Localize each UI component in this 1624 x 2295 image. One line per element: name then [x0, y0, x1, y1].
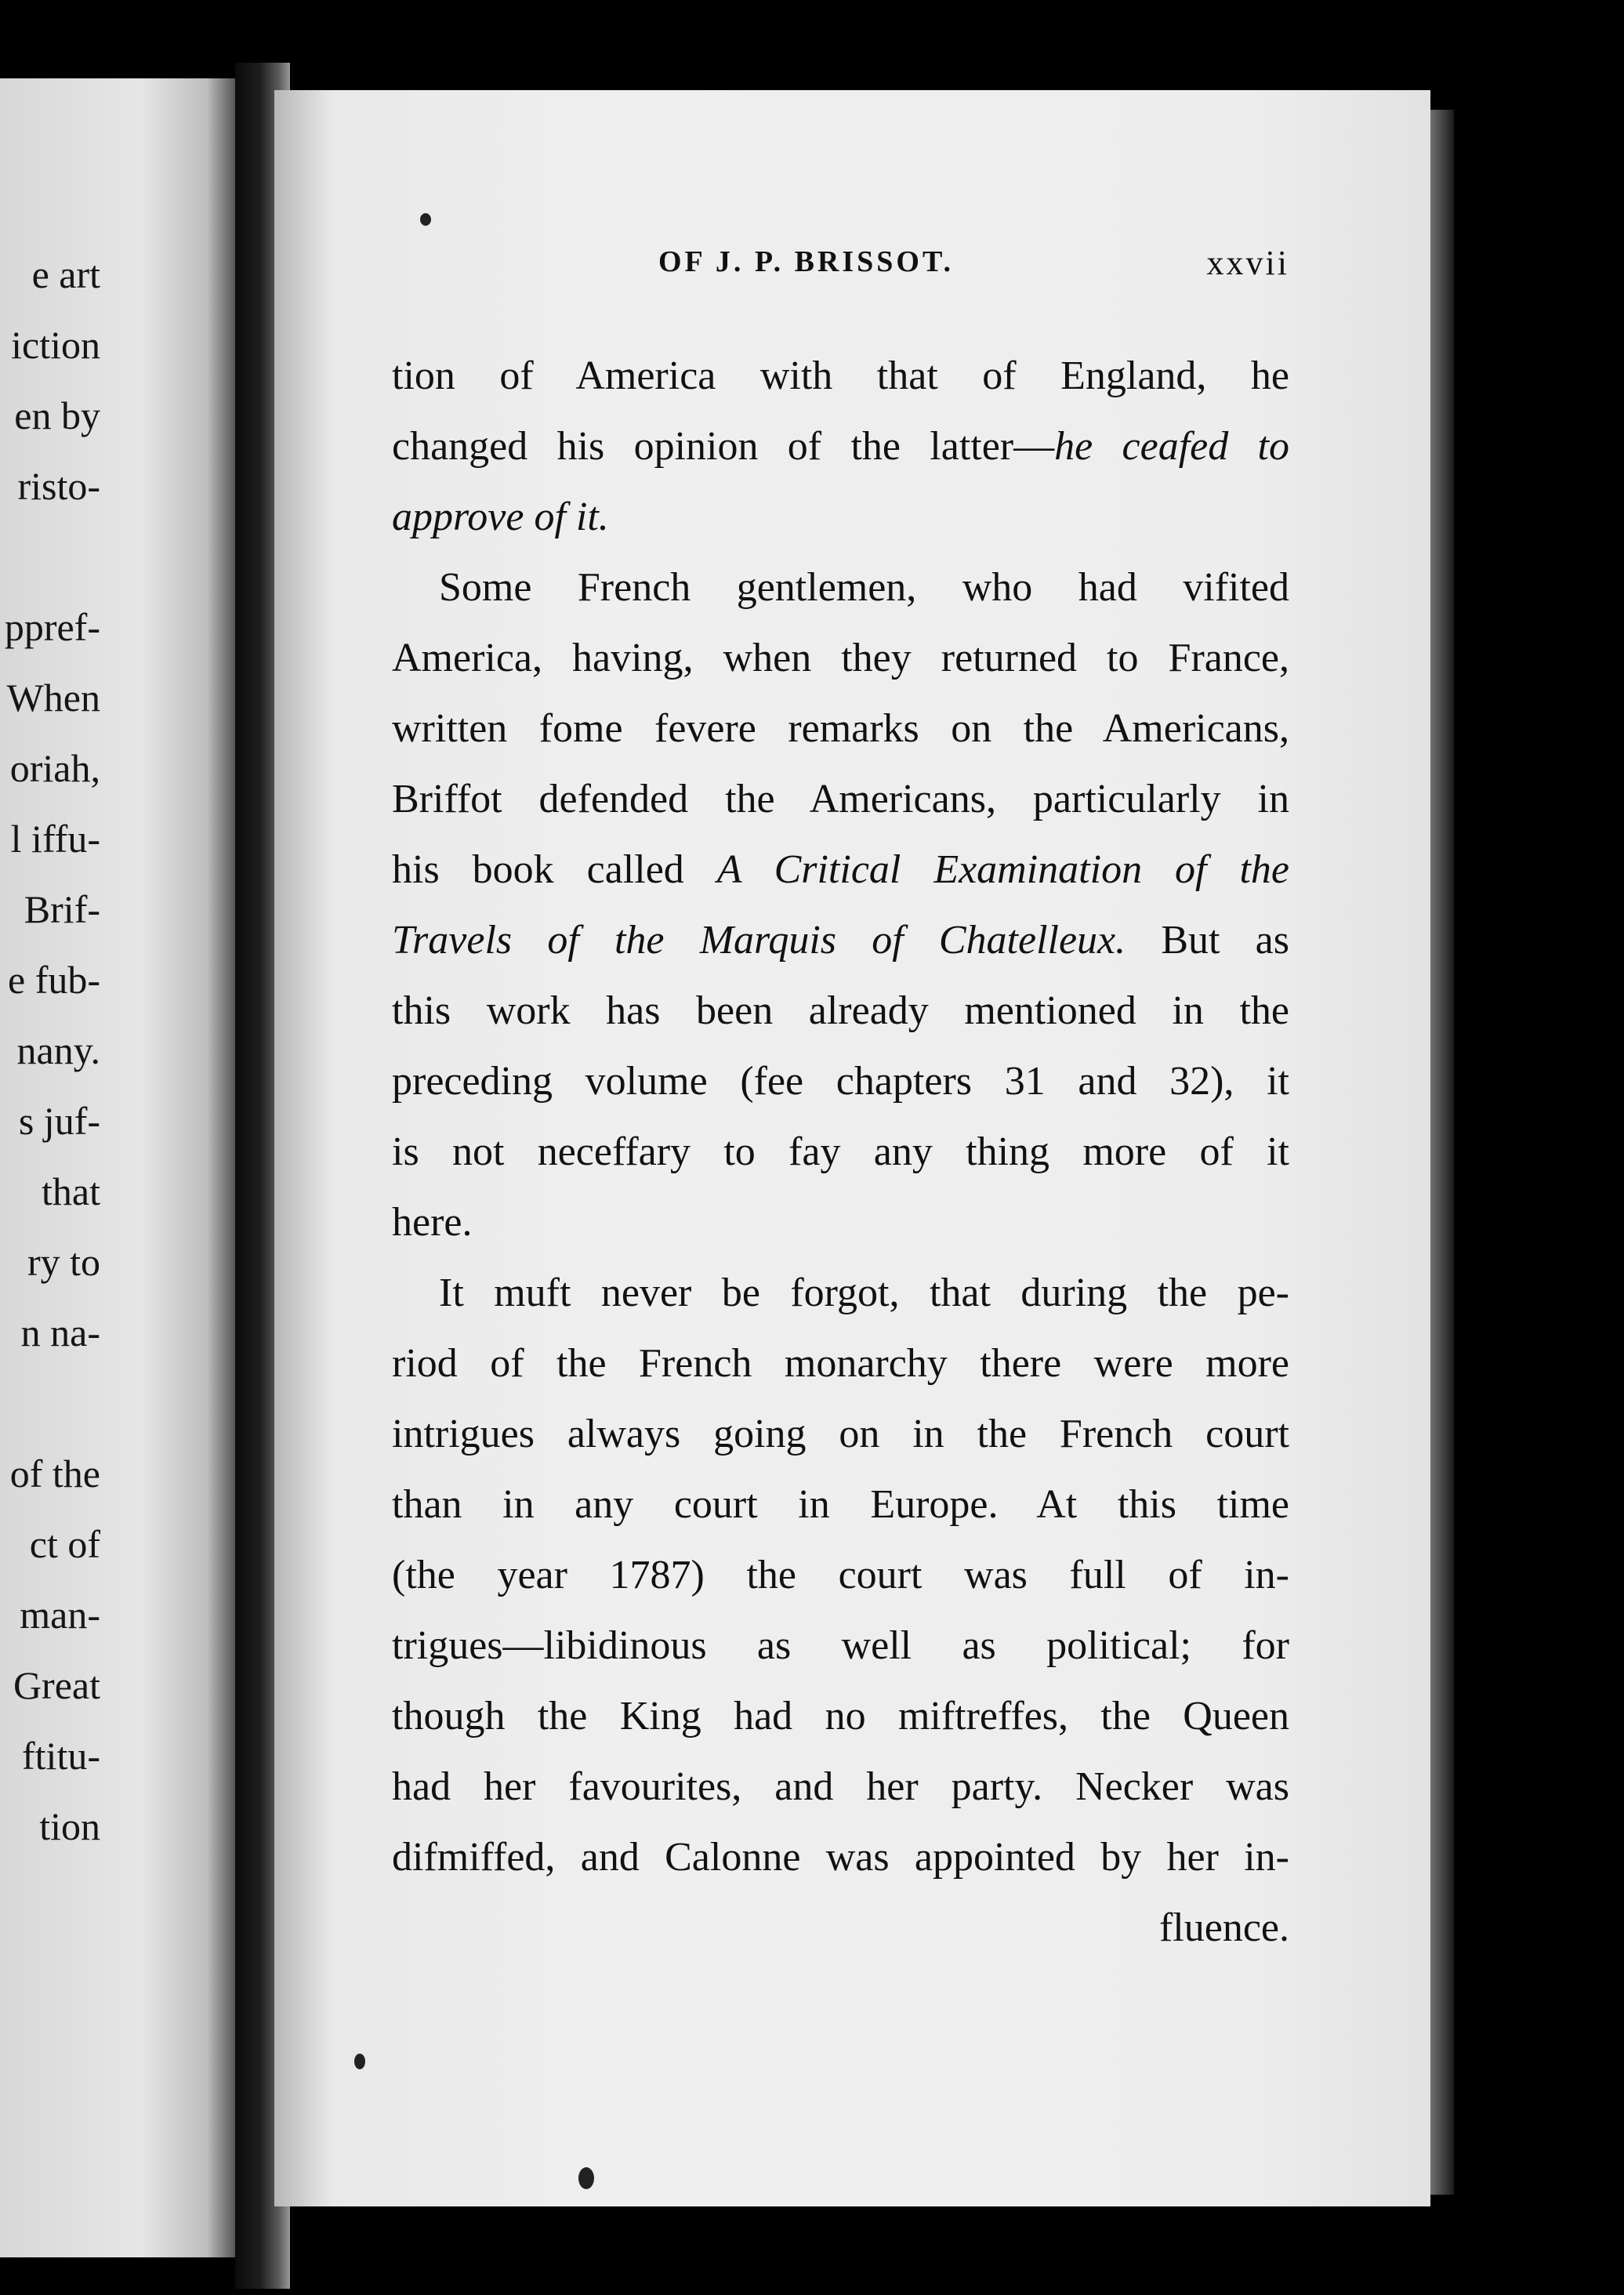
left-page-fragment: s juf-	[18, 1099, 100, 1143]
paragraph-start-line: It muft never be forgot, that during the pe-	[439, 1271, 1289, 1315]
running-head	[392, 245, 1289, 292]
text-line: this work has been already mentioned in the	[392, 988, 1289, 1033]
text-line: riod of the French monarchy there were more	[392, 1341, 1289, 1386]
text-line: changed his opinion of the latter—he ceafed to	[392, 424, 1289, 469]
text-line: difmiffed, and Calonne was appointed by her in-	[392, 1835, 1289, 1880]
left-page-fragment: Great	[13, 1663, 100, 1707]
running-title: OF J. P. BRISSOT.	[658, 245, 955, 278]
text-line: written fome fevere remarks on the Americans,	[392, 706, 1289, 751]
left-page-fragment: iction	[11, 323, 100, 367]
text-line: tion of America with that of England, he	[392, 353, 1289, 398]
body-text	[392, 341, 1289, 1963]
ink-speck	[420, 213, 431, 226]
text-line: (the year 1787) the court was full of in-	[392, 1553, 1289, 1597]
left-page-fragment: man-	[20, 1593, 100, 1637]
left-page	[0, 78, 235, 2257]
left-page-fragment: ppref-	[4, 605, 100, 649]
text-line: than in any court in Europe. At this time	[392, 1482, 1289, 1527]
left-page-fragment: of the	[9, 1452, 100, 1496]
left-page-fragment: ftitu-	[22, 1734, 100, 1778]
catchword-line: fluence.	[1158, 1905, 1289, 1950]
left-page-fragment: ry to	[27, 1240, 100, 1284]
left-page-fragment: nany.	[16, 1028, 100, 1072]
left-page-fragment: risto-	[17, 464, 100, 508]
page-number: xxvii	[1206, 244, 1289, 282]
text-line: approve of it.	[392, 495, 609, 539]
text-line: preceding volume (fee chapters 31 and 32), it	[392, 1059, 1289, 1104]
left-page-fragment: tion	[39, 1804, 100, 1848]
text-line: America, having, when they returned to France,	[392, 636, 1289, 680]
text-line: though the King had no miftreffes, the Queen	[392, 1694, 1289, 1738]
ink-speck	[354, 2054, 365, 2069]
ink-speck	[578, 2167, 594, 2189]
page-edge	[1430, 110, 1454, 2195]
left-page-fragment: When	[6, 676, 100, 720]
left-page-fragment: en by	[14, 393, 100, 437]
left-page-fragment: n na-	[20, 1311, 100, 1354]
text-line: Travels of the Marquis of Chatelleux. But as	[392, 918, 1289, 963]
paragraph-start-line: Some French gentlemen, who had vifited	[439, 565, 1289, 610]
left-page-fragment: e fub-	[8, 958, 100, 1002]
left-page-fragment: Brif-	[24, 887, 100, 931]
left-page-fragment: l iffu-	[10, 817, 100, 861]
text-line: intrigues always going on in the French court	[392, 1412, 1289, 1456]
left-page-fragment: that	[42, 1169, 100, 1213]
text-line: had her favourites, and her party. Necker was	[392, 1764, 1289, 1809]
text-line: Briffot defended the Americans, particularly in	[392, 777, 1289, 821]
left-page-fragment: ct of	[29, 1522, 100, 1566]
left-page-fragment: oriah,	[9, 746, 100, 790]
text-line: his book called A Critical Examination of the	[392, 847, 1290, 892]
left-page-fragment: e art	[31, 252, 100, 296]
text-line: trigues—libidinous as well as political; for	[392, 1623, 1289, 1668]
text-line: is not neceffary to fay any thing more of it	[392, 1129, 1289, 1174]
text-line: here.	[392, 1200, 473, 1245]
